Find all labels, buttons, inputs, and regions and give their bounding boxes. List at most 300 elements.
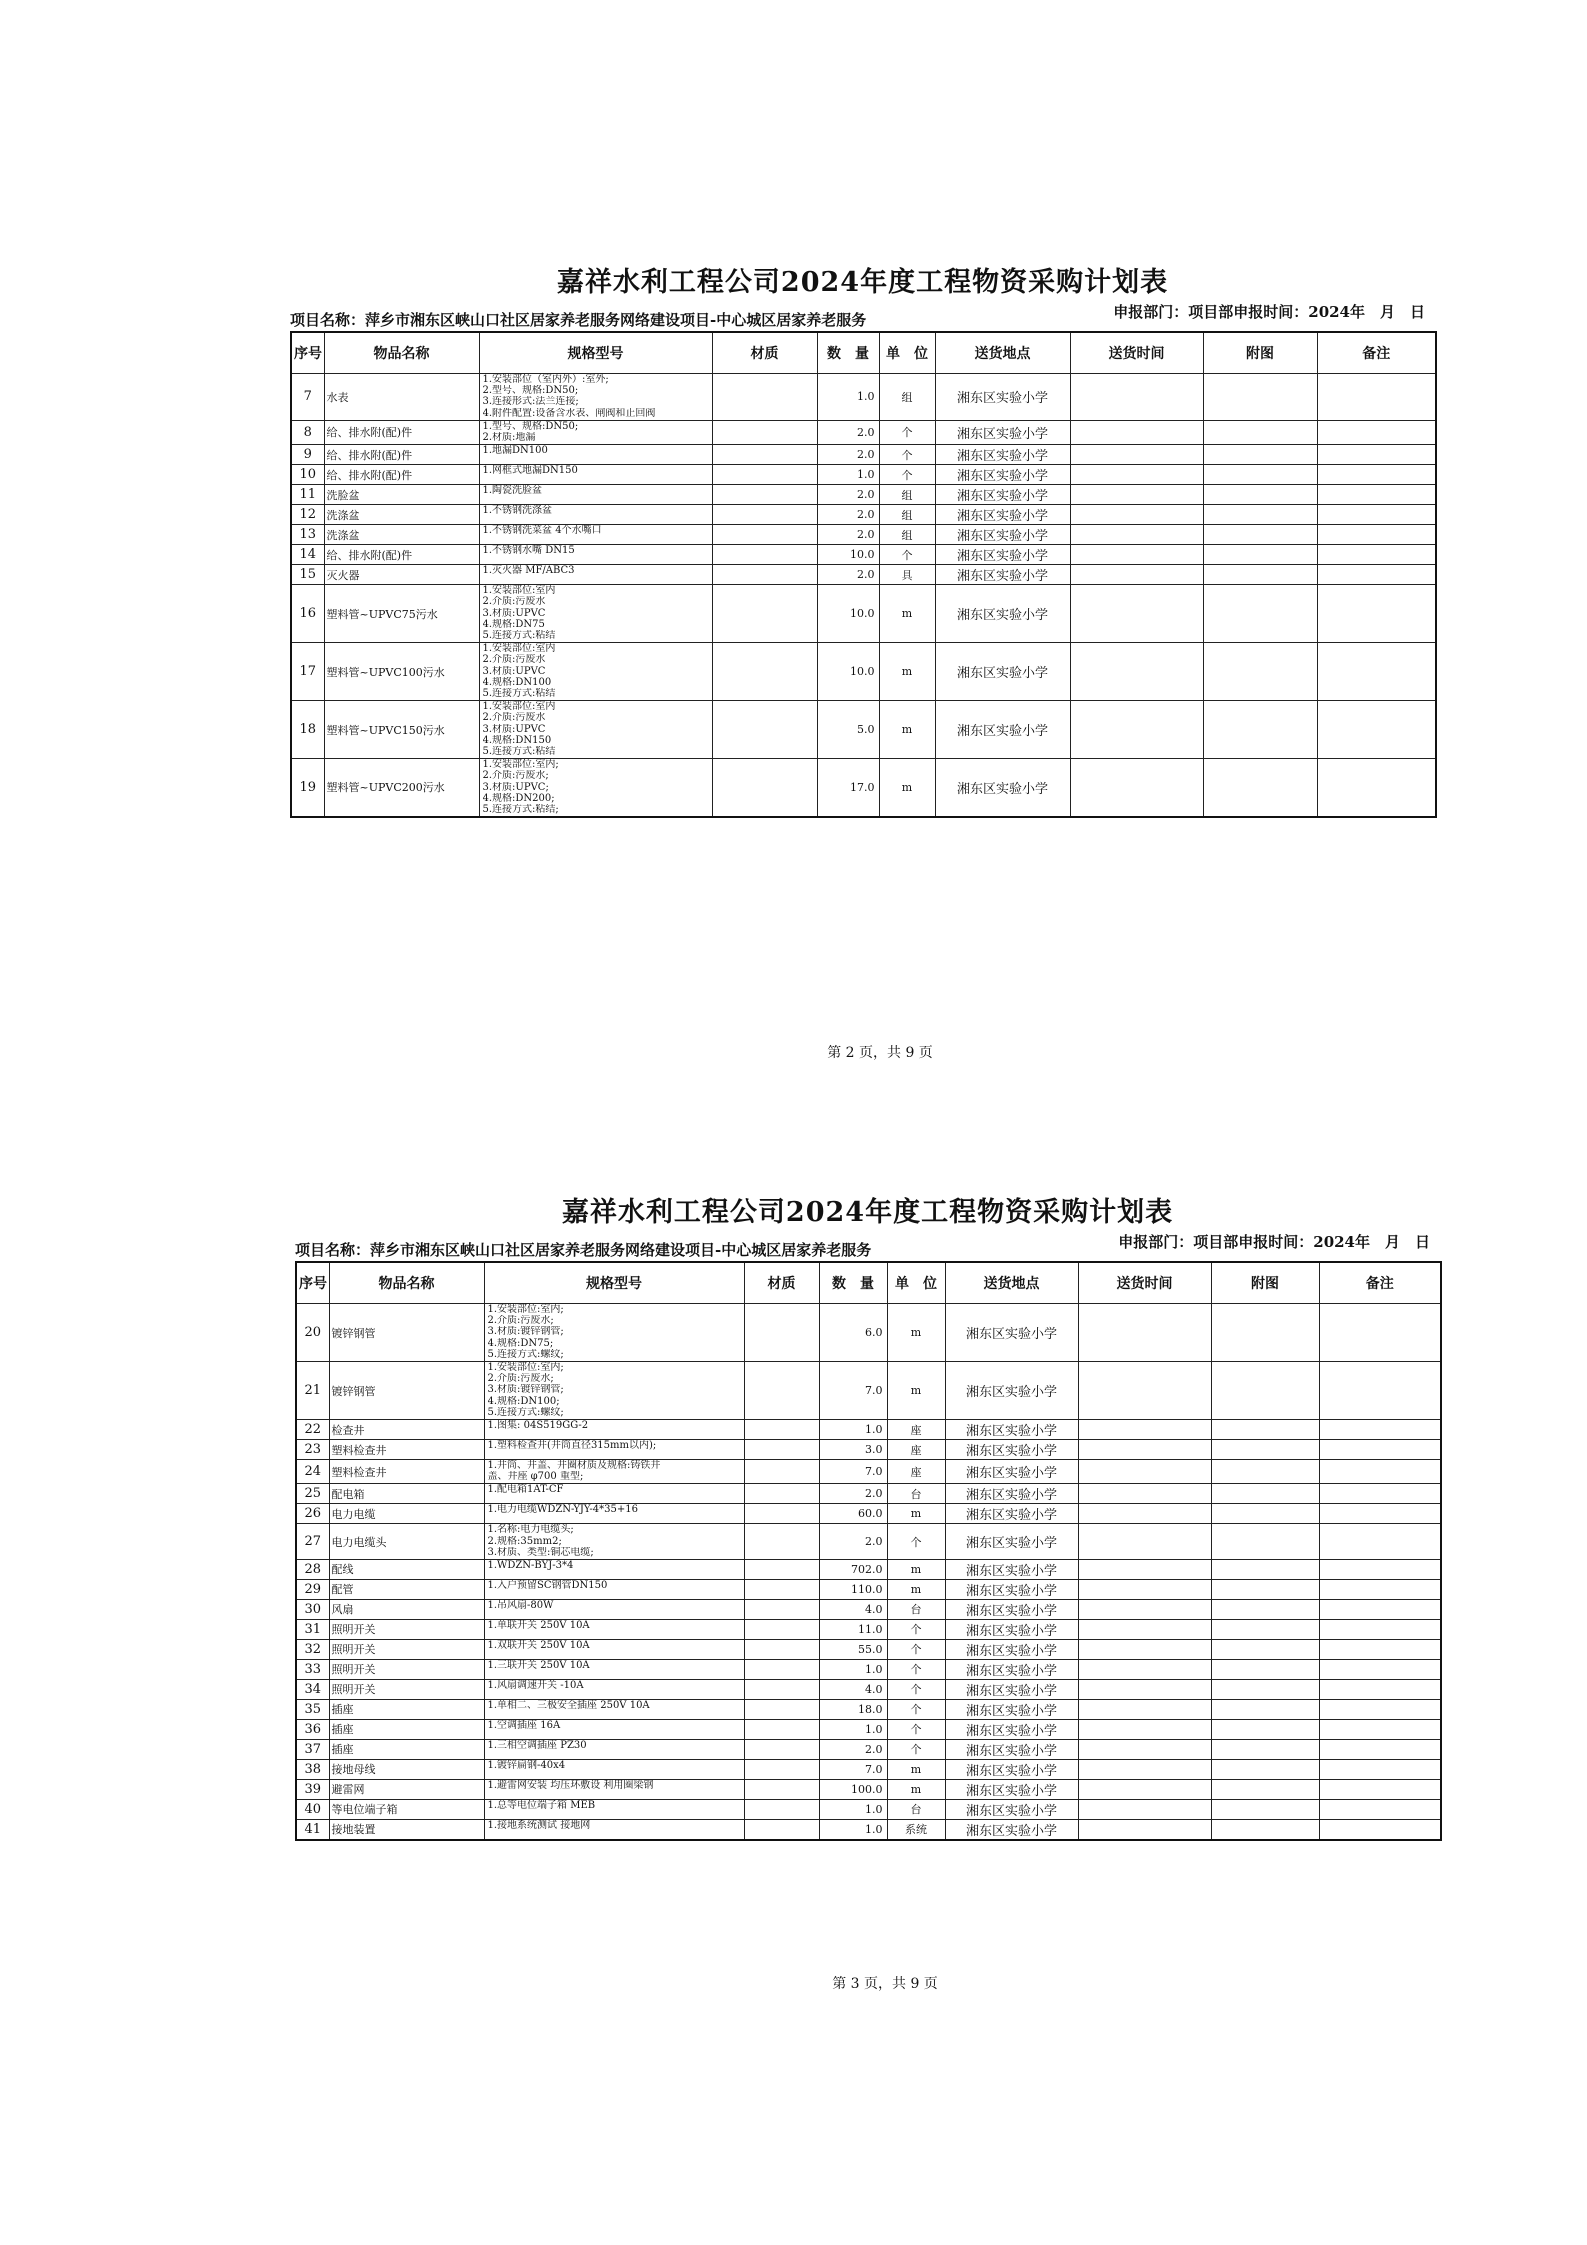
remark: [1317, 585, 1436, 643]
item-unit: 台: [887, 1484, 945, 1504]
item-spec: [484, 1759, 744, 1779]
delivery-time: [1078, 1739, 1211, 1759]
col-header-time: 送货时间: [1078, 1262, 1211, 1304]
table-row: [291, 374, 1436, 421]
spec-line: 1.总等电位端子箱 MEB: [487, 1799, 596, 1811]
remark: [1317, 701, 1436, 759]
remark: [1319, 1559, 1441, 1579]
table-row: [291, 643, 1436, 701]
item-name: 塑料检查井: [329, 1460, 484, 1484]
project-name: 项目名称：萍乡市湘东区峡山口社区居家养老服务网络建设项目-中心城区居家养老服务: [295, 1241, 872, 1259]
row-number: 27: [296, 1524, 329, 1560]
item-unit: 个: [887, 1679, 945, 1699]
row-number: 35: [296, 1699, 329, 1719]
item-spec: [484, 1420, 744, 1440]
delivery-location: 湘东区实验小学: [935, 445, 1070, 465]
row-number: 9: [291, 445, 324, 465]
remark: [1317, 374, 1436, 421]
spec-line: 1.井筒、井盖、井圈材质及规格:铸铁井: [487, 1460, 661, 1471]
delivery-time: [1070, 701, 1203, 759]
table-row: [291, 701, 1436, 759]
delivery-location: 湘东区实验小学: [945, 1504, 1078, 1524]
spec-line: 1.安装部位:室内;: [487, 1362, 564, 1373]
item-material: [744, 1739, 819, 1759]
row-number: 30: [296, 1599, 329, 1619]
spec-line: 1.型号、规格:DN50;: [482, 420, 579, 432]
col-header-location: 送货地点: [945, 1262, 1078, 1304]
item-spec: [484, 1460, 744, 1484]
item-quantity: 10.0: [817, 545, 879, 565]
item-quantity: 2.0: [817, 505, 879, 525]
delivery-time: [1078, 1779, 1211, 1799]
spec-line: 2.介质:污废水: [482, 596, 546, 608]
item-material: [744, 1420, 819, 1440]
item-material: [712, 485, 817, 505]
delivery-location: 湘东区实验小学: [935, 545, 1070, 565]
row-number: 21: [296, 1362, 329, 1420]
attachment: [1211, 1779, 1319, 1799]
spec-line: 1.单联开关 250V 10A: [487, 1619, 590, 1631]
item-name: 照明开关: [329, 1679, 484, 1699]
attachment: [1211, 1362, 1319, 1420]
delivery-location: 湘东区实验小学: [945, 1659, 1078, 1679]
item-name: 照明开关: [329, 1659, 484, 1679]
item-material: [712, 505, 817, 525]
table-row: [296, 1679, 1441, 1699]
delivery-time: [1078, 1579, 1211, 1599]
spec-line: 1.安装部位:室内: [482, 585, 556, 597]
delivery-location: 湘东区实验小学: [935, 420, 1070, 444]
item-material: [744, 1759, 819, 1779]
table-row: [296, 1599, 1441, 1619]
delivery-time: [1078, 1524, 1211, 1560]
item-material: [744, 1304, 819, 1362]
table-row: [296, 1719, 1441, 1739]
item-material: [744, 1524, 819, 1560]
attachment: [1203, 545, 1317, 565]
delivery-location: 湘东区实验小学: [945, 1559, 1078, 1579]
item-material: [744, 1599, 819, 1619]
spec-line: 3.材质:UPVC: [482, 607, 546, 619]
remark: [1319, 1579, 1441, 1599]
remark: [1319, 1699, 1441, 1719]
col-header-remark: 备注: [1317, 332, 1436, 374]
page-title: 嘉祥水利工程公司2024年度工程物资采购计划表: [561, 1197, 1174, 1228]
item-quantity: 7.0: [819, 1460, 887, 1484]
item-spec: [484, 1679, 744, 1699]
item-unit: 个: [887, 1739, 945, 1759]
spec-line: 4.规格:DN75: [482, 618, 545, 630]
remark: [1319, 1420, 1441, 1440]
item-quantity: 2.0: [817, 525, 879, 545]
spec-line: 2.介质:污废水;: [487, 1315, 554, 1327]
attachment: [1211, 1420, 1319, 1440]
table-row: [291, 545, 1436, 565]
spec-line: 1.图集: 04S519GG-2: [487, 1420, 589, 1431]
attachment: [1211, 1619, 1319, 1639]
col-header-material: 材质: [744, 1262, 819, 1304]
item-quantity: 17.0: [817, 759, 879, 817]
spec-line: 1.不锈钢水嘴 DN15: [482, 545, 575, 557]
item-material: [712, 420, 817, 444]
delivery-time: [1078, 1699, 1211, 1719]
attachment: [1203, 445, 1317, 465]
item-unit: m: [879, 643, 935, 701]
remark: [1319, 1759, 1441, 1779]
spec-line: 3.材质:镀锌钢管;: [487, 1326, 564, 1338]
row-number: 10: [291, 465, 324, 485]
spec-line: 3.材质:镀锌钢管;: [487, 1384, 564, 1396]
remark: [1319, 1484, 1441, 1504]
table-row: [291, 485, 1436, 505]
attachment: [1211, 1460, 1319, 1484]
row-number: 36: [296, 1719, 329, 1739]
item-material: [712, 445, 817, 465]
row-number: 38: [296, 1759, 329, 1779]
table-row: [296, 1484, 1441, 1504]
remark: [1319, 1599, 1441, 1619]
spec-line: 2.介质:污废水;: [482, 770, 549, 782]
col-header-spec: 规格型号: [479, 332, 712, 374]
item-name: 检查井: [329, 1420, 484, 1440]
delivery-location: 湘东区实验小学: [945, 1484, 1078, 1504]
delivery-time: [1078, 1639, 1211, 1659]
item-name: 洗涤盆: [324, 505, 479, 525]
row-number: 19: [291, 759, 324, 817]
delivery-time: [1078, 1759, 1211, 1779]
table-row: [296, 1639, 1441, 1659]
delivery-time: [1078, 1799, 1211, 1819]
table-row: [291, 445, 1436, 465]
col-header-qty: 数 量: [817, 332, 879, 374]
delivery-location: 湘东区实验小学: [935, 585, 1070, 643]
item-quantity: 2.0: [817, 445, 879, 465]
item-spec: [484, 1739, 744, 1759]
item-material: [744, 1699, 819, 1719]
attachment: [1211, 1484, 1319, 1504]
table-row: [296, 1619, 1441, 1639]
item-material: [744, 1362, 819, 1420]
delivery-location: 湘东区实验小学: [945, 1699, 1078, 1719]
table-row: [296, 1362, 1441, 1420]
row-number: 14: [291, 545, 324, 565]
row-number: 23: [296, 1440, 329, 1460]
remark: [1317, 445, 1436, 465]
delivery-location: 湘东区实验小学: [945, 1739, 1078, 1759]
item-material: [712, 701, 817, 759]
row-number: 15: [291, 565, 324, 585]
item-unit: 个: [887, 1619, 945, 1639]
spec-line: 1.入户预留SC钢管DN150: [487, 1579, 608, 1591]
spec-line: 1.单相二、三极安全插座 250V 10A: [487, 1699, 650, 1711]
page-2: [290, 265, 1435, 818]
row-number: 33: [296, 1659, 329, 1679]
item-material: [744, 1799, 819, 1819]
attachment: [1211, 1699, 1319, 1719]
item-name: 插座: [329, 1699, 484, 1719]
item-unit: m: [887, 1559, 945, 1579]
remark: [1317, 485, 1436, 505]
remark: [1319, 1619, 1441, 1639]
item-spec: [479, 420, 712, 444]
spec-line: 1.不锈钢洗菜盆 4个水嘴口: [482, 525, 602, 537]
row-number: 8: [291, 420, 324, 444]
row-number: 18: [291, 701, 324, 759]
item-material: [744, 1460, 819, 1484]
item-name: 等电位端子箱: [329, 1799, 484, 1819]
spec-line: 1.风扇调速开关 -10A: [487, 1679, 584, 1691]
item-name: 电力电缆: [329, 1504, 484, 1524]
item-spec: [484, 1659, 744, 1679]
delivery-location: 湘东区实验小学: [935, 465, 1070, 485]
delivery-time: [1070, 759, 1203, 817]
attachment: [1203, 420, 1317, 444]
item-material: [744, 1484, 819, 1504]
spec-line: 5.连接方式:螺纹;: [487, 1406, 564, 1418]
col-header-no: 序号: [291, 332, 324, 374]
remark: [1319, 1362, 1441, 1420]
row-number: 40: [296, 1799, 329, 1819]
delivery-time: [1078, 1679, 1211, 1699]
row-number: 34: [296, 1679, 329, 1699]
item-unit: 组: [879, 505, 935, 525]
item-name: 塑料管~UPVC100污水: [324, 643, 479, 701]
item-spec: [479, 701, 712, 759]
spec-line: 1.镀锌扁钢-40x4: [487, 1759, 566, 1771]
spec-line: 5.连接方式:螺纹;: [487, 1348, 564, 1360]
attachment: [1211, 1719, 1319, 1739]
table-row: [291, 505, 1436, 525]
table-row: [291, 565, 1436, 585]
delivery-time: [1070, 643, 1203, 701]
project-name: 项目名称：萍乡市湘东区峡山口社区居家养老服务网络建设项目-中心城区居家养老服务: [290, 311, 867, 329]
item-quantity: 702.0: [819, 1559, 887, 1579]
item-unit: m: [887, 1779, 945, 1799]
attachment: [1203, 759, 1317, 817]
table-row: [296, 1739, 1441, 1759]
spec-line: 1.不锈钢洗涤盆: [482, 505, 553, 517]
item-material: [744, 1619, 819, 1639]
item-spec: [484, 1484, 744, 1504]
table-row: [296, 1504, 1441, 1524]
spec-line: 1.地漏DN100: [482, 445, 548, 457]
table-row: [296, 1524, 1441, 1560]
item-unit: m: [879, 701, 935, 759]
delivery-location: 湘东区实验小学: [935, 505, 1070, 525]
item-unit: m: [887, 1362, 945, 1420]
delivery-location: 湘东区实验小学: [945, 1679, 1078, 1699]
item-material: [712, 465, 817, 485]
item-material: [744, 1719, 819, 1739]
spec-line: 3.连接形式:法兰连接;: [482, 396, 579, 408]
row-number: 32: [296, 1639, 329, 1659]
delivery-location: 湘东区实验小学: [945, 1362, 1078, 1420]
spec-line: 4.附件配置:设备含水表、闸阀和止回阀: [482, 407, 656, 419]
col-header-material: 材质: [712, 332, 817, 374]
meta-line: [295, 1231, 1440, 1261]
item-name: 塑料管~UPVC150污水: [324, 701, 479, 759]
item-material: [744, 1504, 819, 1524]
item-material: [712, 759, 817, 817]
attachment: [1203, 643, 1317, 701]
item-quantity: 18.0: [819, 1699, 887, 1719]
remark: [1319, 1639, 1441, 1659]
item-spec: [479, 585, 712, 643]
delivery-time: [1078, 1819, 1211, 1840]
attachment: [1211, 1799, 1319, 1819]
spec-line: 4.规格:DN75;: [487, 1337, 554, 1349]
spec-line: 1.灭火器 MF/ABC3: [482, 565, 575, 577]
delivery-time: [1070, 505, 1203, 525]
attachment: [1211, 1679, 1319, 1699]
item-quantity: 4.0: [819, 1679, 887, 1699]
delivery-time: [1070, 525, 1203, 545]
item-spec: [484, 1579, 744, 1599]
item-quantity: 2.0: [819, 1484, 887, 1504]
attachment: [1211, 1504, 1319, 1524]
item-name: 塑料检查井: [329, 1440, 484, 1460]
item-quantity: 1.0: [817, 465, 879, 485]
table-row: [296, 1699, 1441, 1719]
delivery-location: 湘东区实验小学: [945, 1619, 1078, 1639]
delivery-location: 湘东区实验小学: [945, 1719, 1078, 1739]
remark: [1319, 1739, 1441, 1759]
col-header-unit: 单 位: [887, 1262, 945, 1304]
item-unit: m: [887, 1304, 945, 1362]
spec-line: 4.规格:DN100: [482, 676, 552, 688]
table-row: [291, 525, 1436, 545]
delivery-time: [1070, 445, 1203, 465]
col-header-time: 送货时间: [1070, 332, 1203, 374]
item-spec: [479, 643, 712, 701]
item-quantity: 2.0: [819, 1524, 887, 1560]
delivery-time: [1078, 1719, 1211, 1739]
spec-line: 1.三联开关 250V 10A: [487, 1659, 590, 1671]
table-row: [296, 1759, 1441, 1779]
row-number: 7: [291, 374, 324, 421]
col-header-location: 送货地点: [935, 332, 1070, 374]
remark: [1317, 465, 1436, 485]
item-name: 照明开关: [329, 1639, 484, 1659]
row-number: 37: [296, 1739, 329, 1759]
delivery-location: 湘东区实验小学: [935, 525, 1070, 545]
remark: [1319, 1440, 1441, 1460]
item-unit: m: [887, 1759, 945, 1779]
item-unit: 具: [879, 565, 935, 585]
spec-line: 1.WDZN-BYJ-3*4: [487, 1559, 574, 1571]
item-material: [712, 585, 817, 643]
spec-line: 1.塑料检查井(井筒直径315mm以内);: [487, 1440, 657, 1451]
row-number: 17: [291, 643, 324, 701]
spec-line: 2.介质:污废水;: [487, 1373, 554, 1385]
item-name: 塑料管~UPVC200污水: [324, 759, 479, 817]
item-quantity: 10.0: [817, 643, 879, 701]
attachment: [1211, 1599, 1319, 1619]
spec-line: 1.空调插座 16A: [487, 1719, 561, 1731]
item-quantity: 1.0: [819, 1659, 887, 1679]
delivery-time: [1070, 374, 1203, 421]
item-spec: [484, 1559, 744, 1579]
item-spec: [479, 525, 712, 545]
item-spec: [484, 1524, 744, 1560]
item-spec: [479, 374, 712, 421]
table-row: [296, 1779, 1441, 1799]
remark: [1319, 1779, 1441, 1799]
delivery-location: 湘东区实验小学: [945, 1440, 1078, 1460]
item-spec: [479, 445, 712, 465]
item-quantity: 5.0: [817, 701, 879, 759]
item-quantity: 1.0: [819, 1719, 887, 1739]
item-spec: [484, 1504, 744, 1524]
item-quantity: 55.0: [819, 1639, 887, 1659]
spec-line: 5.连接方式:粘结: [482, 687, 556, 699]
spec-line: 盖、井座 φ700 重型;: [487, 1471, 584, 1483]
delivery-time: [1070, 420, 1203, 444]
item-spec: [484, 1719, 744, 1739]
table-row: [296, 1659, 1441, 1679]
item-name: 给、排水附(配)件: [324, 445, 479, 465]
item-name: 插座: [329, 1739, 484, 1759]
item-spec: [484, 1799, 744, 1819]
row-number: 25: [296, 1484, 329, 1504]
page-footer: 第 2 页，共 9 页: [827, 1045, 933, 1061]
delivery-time: [1078, 1504, 1211, 1524]
item-material: [744, 1559, 819, 1579]
item-unit: 个: [879, 465, 935, 485]
spec-line: 2.型号、规格:DN50;: [482, 385, 579, 397]
table-row: [296, 1304, 1441, 1362]
delivery-location: 湘东区实验小学: [935, 701, 1070, 759]
spec-line: 1.安装部位:室内;: [487, 1304, 564, 1315]
spec-line: 4.规格:DN150: [482, 734, 552, 746]
spec-line: 1.接地系统测试 接地网: [487, 1819, 591, 1831]
item-unit: 座: [887, 1440, 945, 1460]
item-name: 给、排水附(配)件: [324, 420, 479, 444]
remark: [1319, 1799, 1441, 1819]
row-number: 16: [291, 585, 324, 643]
col-header-unit: 单 位: [879, 332, 935, 374]
col-header-name: 物品名称: [329, 1262, 484, 1304]
row-number: 20: [296, 1304, 329, 1362]
row-number: 12: [291, 505, 324, 525]
item-unit: m: [887, 1579, 945, 1599]
item-unit: 组: [879, 485, 935, 505]
item-quantity: 1.0: [819, 1819, 887, 1840]
delivery-location: 湘东区实验小学: [945, 1460, 1078, 1484]
item-unit: 台: [887, 1599, 945, 1619]
item-unit: 个: [887, 1719, 945, 1739]
row-number: 39: [296, 1779, 329, 1799]
spec-line: 2.介质:污废水: [482, 712, 546, 724]
remark: [1317, 525, 1436, 545]
item-material: [712, 545, 817, 565]
delivery-time: [1078, 1460, 1211, 1484]
row-number: 22: [296, 1420, 329, 1440]
spec-line: 1.陶瓷洗脸盆: [482, 485, 543, 497]
spec-line: 3.材质:UPVC: [482, 665, 546, 677]
row-number: 11: [291, 485, 324, 505]
meta-line: [290, 301, 1435, 331]
remark: [1319, 1504, 1441, 1524]
item-quantity: 2.0: [819, 1739, 887, 1759]
item-quantity: 6.0: [819, 1304, 887, 1362]
item-material: [712, 525, 817, 545]
spec-line: 4.规格:DN200;: [482, 792, 555, 804]
delivery-location: 湘东区实验小学: [935, 643, 1070, 701]
item-material: [744, 1659, 819, 1679]
item-name: 洗脸盆: [324, 485, 479, 505]
delivery-location: 湘东区实验小学: [945, 1779, 1078, 1799]
